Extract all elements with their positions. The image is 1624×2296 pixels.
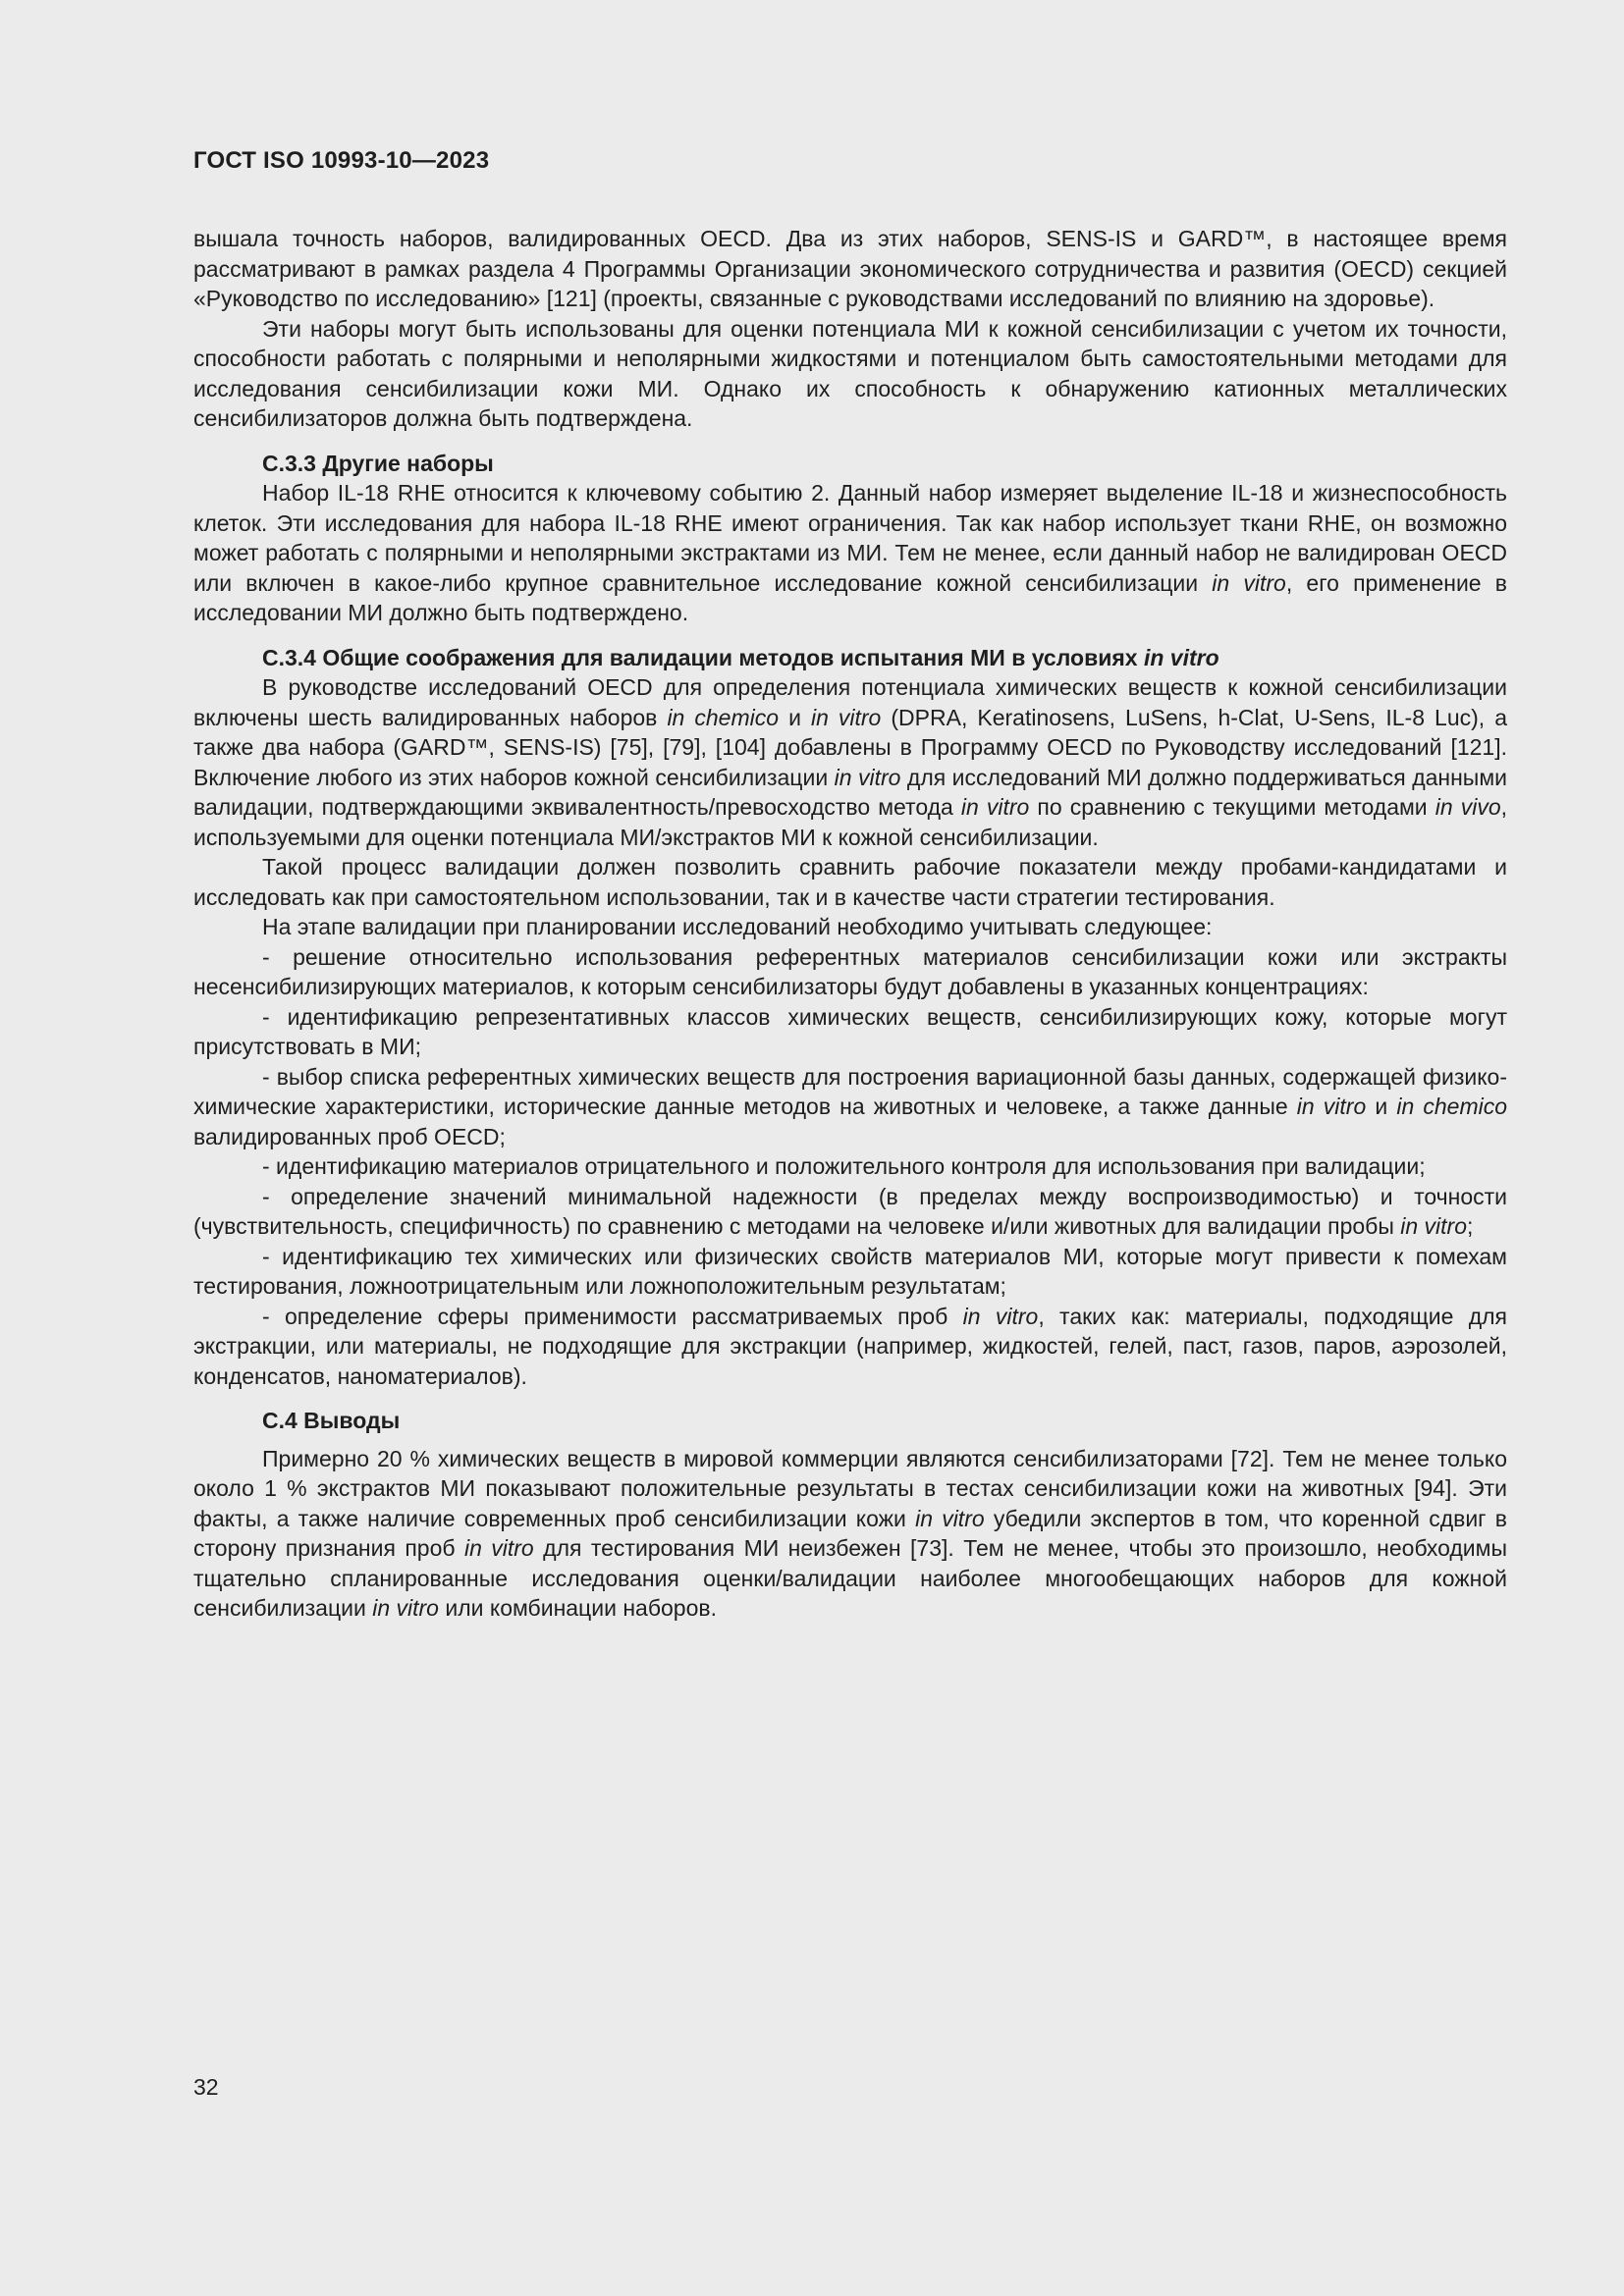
paragraph-c34-1: В руководстве исследований OECD для определения потенциала химических веществ к кожной сенсибилизации включены шесть валидированных наборов in chemico и in vitro (DPRA, Keratinosens, LuSens, h-Clat, U-Sens, IL-8 Luc), а также два набора (GARD™, SENS-IS) [75], [79], [104] добавлены в Программу OECD по Руководству исследований [121]. Включение любого из этих наборов кожной сенсибилизации in vitro для исследований МИ должно поддерживаться данными валидации, подтверждающими эквивалентность/превосходство метода in vitro по сравнению с текущими методами in vivo, используемыми для оценки потенциала МИ/экстрактов МИ к кожной сенсибилизации. [193,674,1508,850]
section-heading-c4: С.4 Выводы [262,1408,401,1433]
paragraph-c33: Набор IL-18 RHE относится к ключевому событию 2. Данный набор измеряет выделение IL-18 и жизнеспособность клеток. Эти исследования для набора IL-18 RHE имеют ограничения. Так как набор использует ткани RHE, он возможно может работать с полярными и неполярными экстрактами из МИ. Тем не менее, если данный набор не валидирован OECD или включен в какое-либо крупное сравнительное исследование кожной сенсибилизации in vitro, его применение в исследовании МИ должно быть подтверждено. [193,480,1508,625]
paragraph-use: Эти наборы могут быть использованы для оценки потенциала МИ к кожной сенсибилизации с учетом их точности, способности работать с полярными и неполярными жидкостями и потенциалом быть самостоятельными методами для исследования сенсибилизации кожи МИ. Однако их способность к обнаружению катионных металлических сенсибилизаторов должна быть подтверждена. [193,315,1507,431]
list-item: - выбор списка референтных химических веществ для построения вариационной базы данных, содержащей физико-химические характеристики, исторические данные методов на животных и человеке, а также данные in vitro и in chemico валидированных проб OECD; [193,1063,1507,1149]
list-item: - определение сферы применимости рассматриваемых проб in vitro, таких как: материалы, подходящие для экстракции, или материалы, не подходящие для экстракции (например, жидкостей, гелей, паст, газов, паров, аэрозолей, конденсатов, наноматериалов). [193,1303,1507,1389]
list-item: - идентификацию материалов отрицательного и положительного контроля для использования при валидации; [262,1153,1426,1179]
document-header: ГОСТ ISO 10993-10—2023 [193,147,490,174]
document-body [193,224,1507,1624]
list-item: - идентификацию тех химических или физических свойств материалов МИ, которые могут привести к помехам тестирования, ложноотрицательным или ложноположительным результатам; [193,1243,1507,1299]
page-number: 32 [193,2074,219,2100]
section-heading-c34: С.3.4 Общие соображения для валидации методов испытания МИ в условиях in vitro [262,644,1219,670]
section-heading-c33: С.3.3 Другие наборы [262,450,494,476]
paragraph-c34-3: На этапе валидации при планировании исследований необходимо учитывать следующее: [262,914,1213,939]
paragraph-c4: Примерно 20 % химических веществ в мировой коммерции являются сенсибилизаторами [72]. Тем не менее только около 1 % экстрактов МИ показывают положительные результаты в тестах сенсибилизации кожи на животных [94]. Эти факты, а также наличие современных проб сенсибилизации кожи in vitro убедили экспертов в том, что коренной сдвиг в сторону признания проб in vitro для тестирования МИ неизбежен [73]. Тем не менее, чтобы это произошло, необходимы тщательно спланированные исследования оценки/валидации наиболее многообещающих наборов для кожной сенсибилизации in vitro или комбинации наборов. [193,1445,1507,1621]
list-item: - идентификацию репрезентативных классов химических веществ, сенсибилизирующих кожу, которые могут присутствовать в МИ; [193,1003,1507,1059]
paragraph-continued: вышала точность наборов, валидированных OECD. Два из этих наборов, SENS-IS и GARD™, в настоящее время рассматривают в рамках раздела 4 Программы Организации экономического сотрудничества и развития (OECD) секцией «Руководство по исследованию» [121] (проекты, связанные с руководствами исследований по влиянию на здоровье). [193,226,1507,311]
list-item: - определение значений минимальной надежности (в пределах между воспроизводимостью) и точности (чувствительность, специфичность) по сравнению с методами на человеке и/или животных для валидации пробы in vitro; [193,1183,1507,1239]
list-item: - решение относительно использования референтных материалов сенсибилизации кожи или экстракты несенсибилизирующих материалов, к которым сенсибилизаторы будут добавлены в указанных концентрациях: [193,943,1507,999]
paragraph-c34-2: Такой процесс валидации должен позволить сравнить рабочие показатели между пробами-кандидатами и исследовать как при самостоятельном использовании, так и в качестве части стратегии тестирования. [193,854,1507,910]
